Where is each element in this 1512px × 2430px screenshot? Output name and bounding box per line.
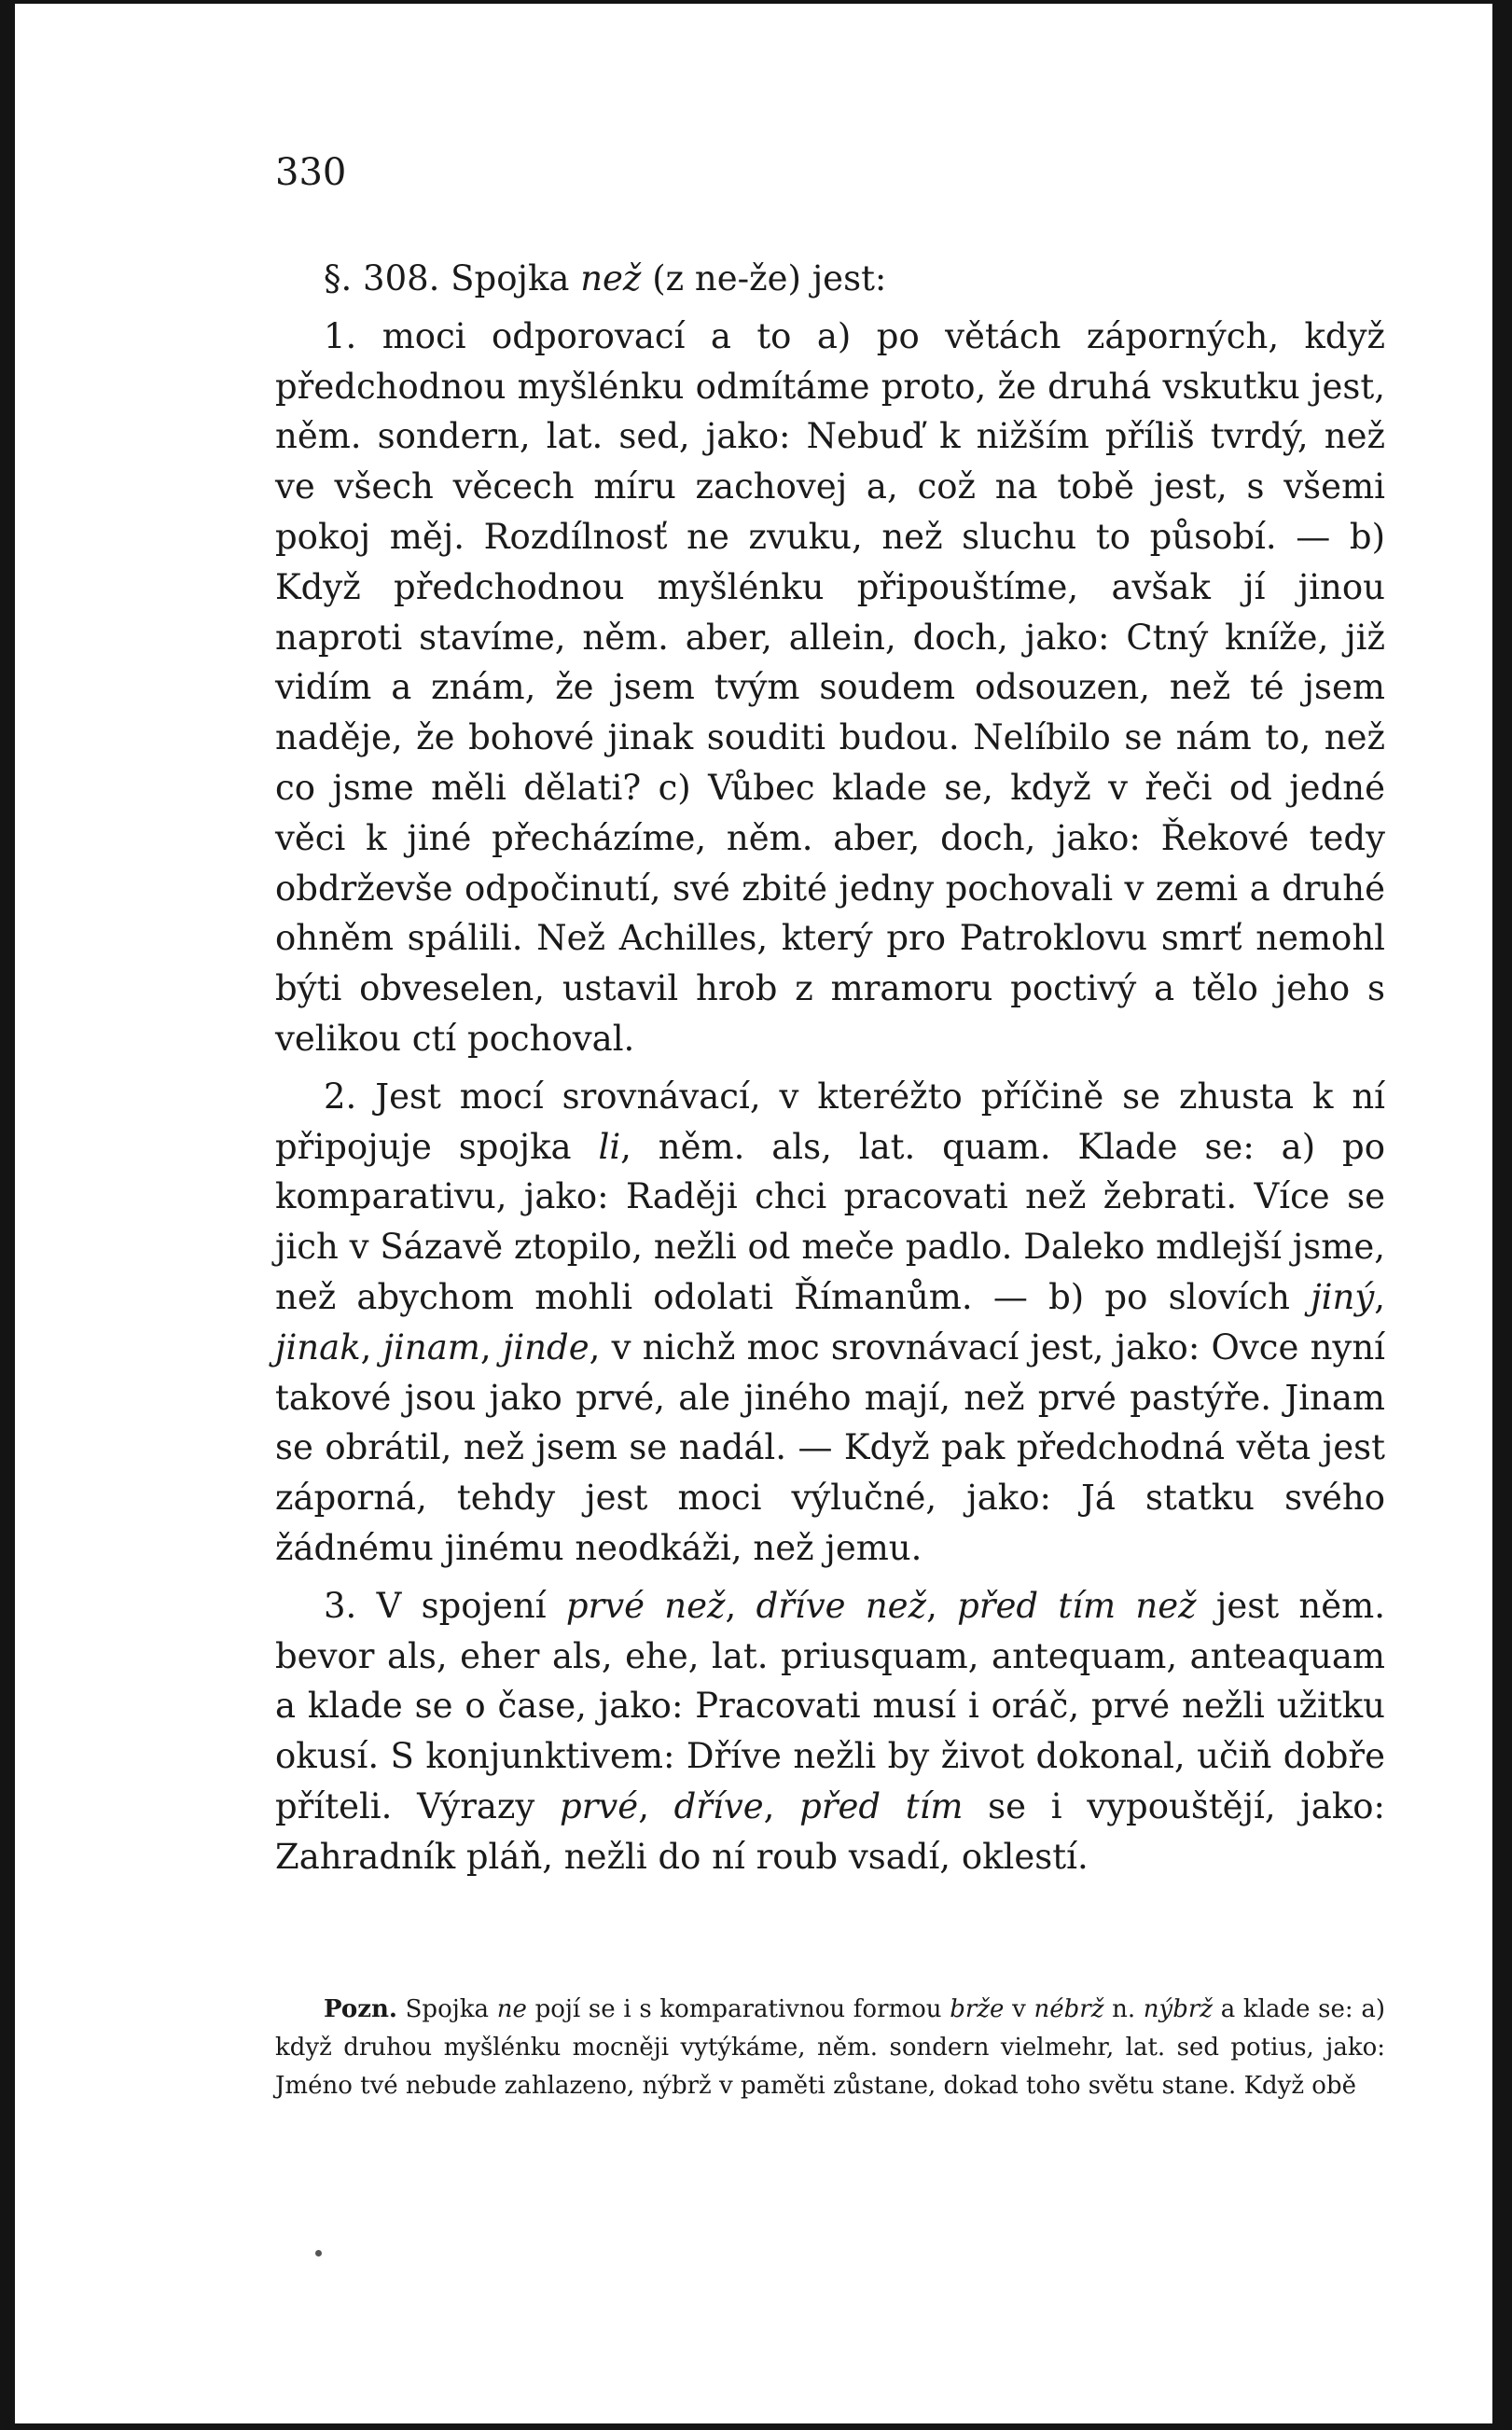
paragraph-3-part-b: jest něm. bevor als, eher als, ehe, lat. priusquam, antequam, anteaquam a klade se o čase, jako: Pracovati musí i oráč, prvé nežli užitku okusí. S konjunktivem: Dříve nežli by život dokonal, učiň dobře příteli. Výrazy	[275, 1585, 1385, 1826]
paragraph-2-part-a: 2. Jest mocí srovnávací, v kteréžto příčině se zhusta k ní připojuje spojka	[275, 1076, 1385, 1167]
body-text	[275, 254, 1385, 1882]
section-heading-conjunction: než	[580, 258, 642, 299]
paragraph-3: 3. V spojení prvé než, dříve než, před tím než jest něm. bevor als, eher als, ehe, lat. priusquam, antequam, anteaquam a klade se o čase, jako: Pracovati musí i oráč, prvé nežli užitku okusí. S konjunktivem: Dříve nežli by život dokonal, učiň dobře příteli. Výrazy prvé, dříve, před tím se i vypouštějí, jako: Zahradník pláň, nežli do ní roub vsadí, oklestí.	[275, 1585, 1385, 1877]
term-prve-nez: prvé než	[565, 1585, 726, 1626]
paragraph-3-part-c: se i vypouštějí, jako: Zahradník pláň, nežli do ní roub vsadí, oklestí.	[275, 1785, 1385, 1877]
footnote-part-b: pojí se i s komparativnou formou	[534, 1995, 942, 2023]
footnote-term-nebrz: nébrž	[1033, 1995, 1104, 2023]
term-jinam: jinam	[382, 1326, 480, 1368]
section-heading-tail: (z ne-že) jest:	[652, 258, 887, 299]
paragraph-2: 2. Jest mocí srovnávací, v kteréžto příčině se zhusta k ní připojuje spojka li, něm. als, lat. quam. Klade se: a) po komparativu, jako: Raději chci pracovati než žebrati. Více se jich v Sázavě ztopilo, nežli od meče padlo. Daleko mdlejší jsme, než abychom mohli odolati Římanům. — b) po slovích jiný, jinak, jinam, jinde, v nichž moc srovnávací jest, jako: Ovce nyní takové jsou jako prvé, ale jiného mají, než prvé pastýře. Jinam se obrátil, než jsem se nadál. — Když pak předchodná věta jest záporná, tehdy jest moci výlučné, jako: Já statku svého žádnému jinému neodkáži, než jemu.	[275, 1076, 1386, 1568]
page-number: 330	[275, 151, 347, 194]
book-page	[15, 4, 1492, 2423]
paragraph-1-text: 1. moci odporovací a to a) po větách záporných, když předchodnou myšlénku odmítáme proto, že druhá vskutku jest, něm. sondern, lat. sed, jako: Nebuď k nižším příliš tvrdý, než ve všech věcech míru zachovej a, což na tobě jest, s všemi pokoj měj. Rozdílnosť ne zvuku, než sluchu to působí. — b) Když předchodnou myšlénku připouštíme, avšak jí jinou naproti stavíme, něm. aber, allein, doch, jako: Ctný kníže, již vidím a znám, že jsem tvým soudem odsouzen, než té jsem naděje, že bohové jinak souditi budou. Nelíbilo se nám to, než co jsme měli dělati? c) Vůbec klade se, když v řeči od jedné věci k jiné přecházíme, něm. aber, doch, jako: Řekové tedy obdrževše odpočinutí, své zbité jedny pochovali v zemi a druhé ohněm spálili. Než Achilles, který pro Patroklovu smrť nemohl býti obveselen, ustavil hrob z mramoru poctivý a tělo jeho s velikou ctí pochoval.	[275, 315, 1385, 1059]
section-heading-lead: §. 308. Spojka	[324, 258, 570, 299]
footnote-part-e: a klade se: a) když druhou myšlénku mocněji vytýkáme, něm. sondern vielmehr, lat. sed potius, jako: Jméno tvé nebude zahlazeno, nýbrž v paměti zůstane, dokad toho světu stane. Když obě	[275, 1995, 1386, 2100]
section-heading	[275, 254, 1385, 304]
footnote-term-ne: ne	[496, 1995, 527, 2023]
paragraph-2-part-c: v nichž moc srovnávací jest, jako: Ovce nyní takové jsou jako prvé, ale jiného mají, než prvé pastýře. Jinam se obrátil, než jsem se nadál. — Když pak předchodná věta jest záporná, tehdy jest moci výlučné, jako: Já statku svého žádnému jinému neodkáži, než jemu.	[275, 1326, 1385, 1568]
term-pred-tim-nez: před tím než	[957, 1585, 1197, 1626]
term-jinak: jinak	[275, 1326, 361, 1368]
paragraph-1	[275, 312, 1385, 1064]
footnote-term-brze: brže	[950, 1995, 1005, 2023]
footnote-label: Pozn.	[324, 1995, 397, 2023]
ink-speck	[315, 2250, 322, 2256]
term-li: li	[598, 1126, 621, 1167]
term-prve: prvé	[560, 1785, 639, 1826]
term-drive-nez: dříve než	[756, 1585, 927, 1626]
footnote-part-a: Spojka	[405, 1995, 490, 2023]
footnote-part-c: v	[1012, 1995, 1026, 2023]
footnote-part-d: n.	[1112, 1995, 1136, 2023]
term-jiny: jiný	[1311, 1276, 1375, 1317]
footnote-term-nybrz: nýbrž	[1143, 1995, 1214, 2023]
term-jinde: jinde	[502, 1326, 590, 1368]
term-pred-tim: před tím	[799, 1785, 964, 1826]
footnote	[275, 1991, 1385, 2105]
term-drive: dříve	[673, 1785, 764, 1826]
paragraph-3-part-a: 3. V spojení	[324, 1585, 547, 1626]
paragraph-2-part-b: , něm. als, lat. quam. Klade se: a) po komparativu, jako: Raději chci pracovati než žebrati. Více se jich v Sázavě ztopilo, nežli od meče padlo. Daleko mdlejší jsme, než abychom mohli odolati Římanům. — b) po slovích	[275, 1126, 1386, 1317]
